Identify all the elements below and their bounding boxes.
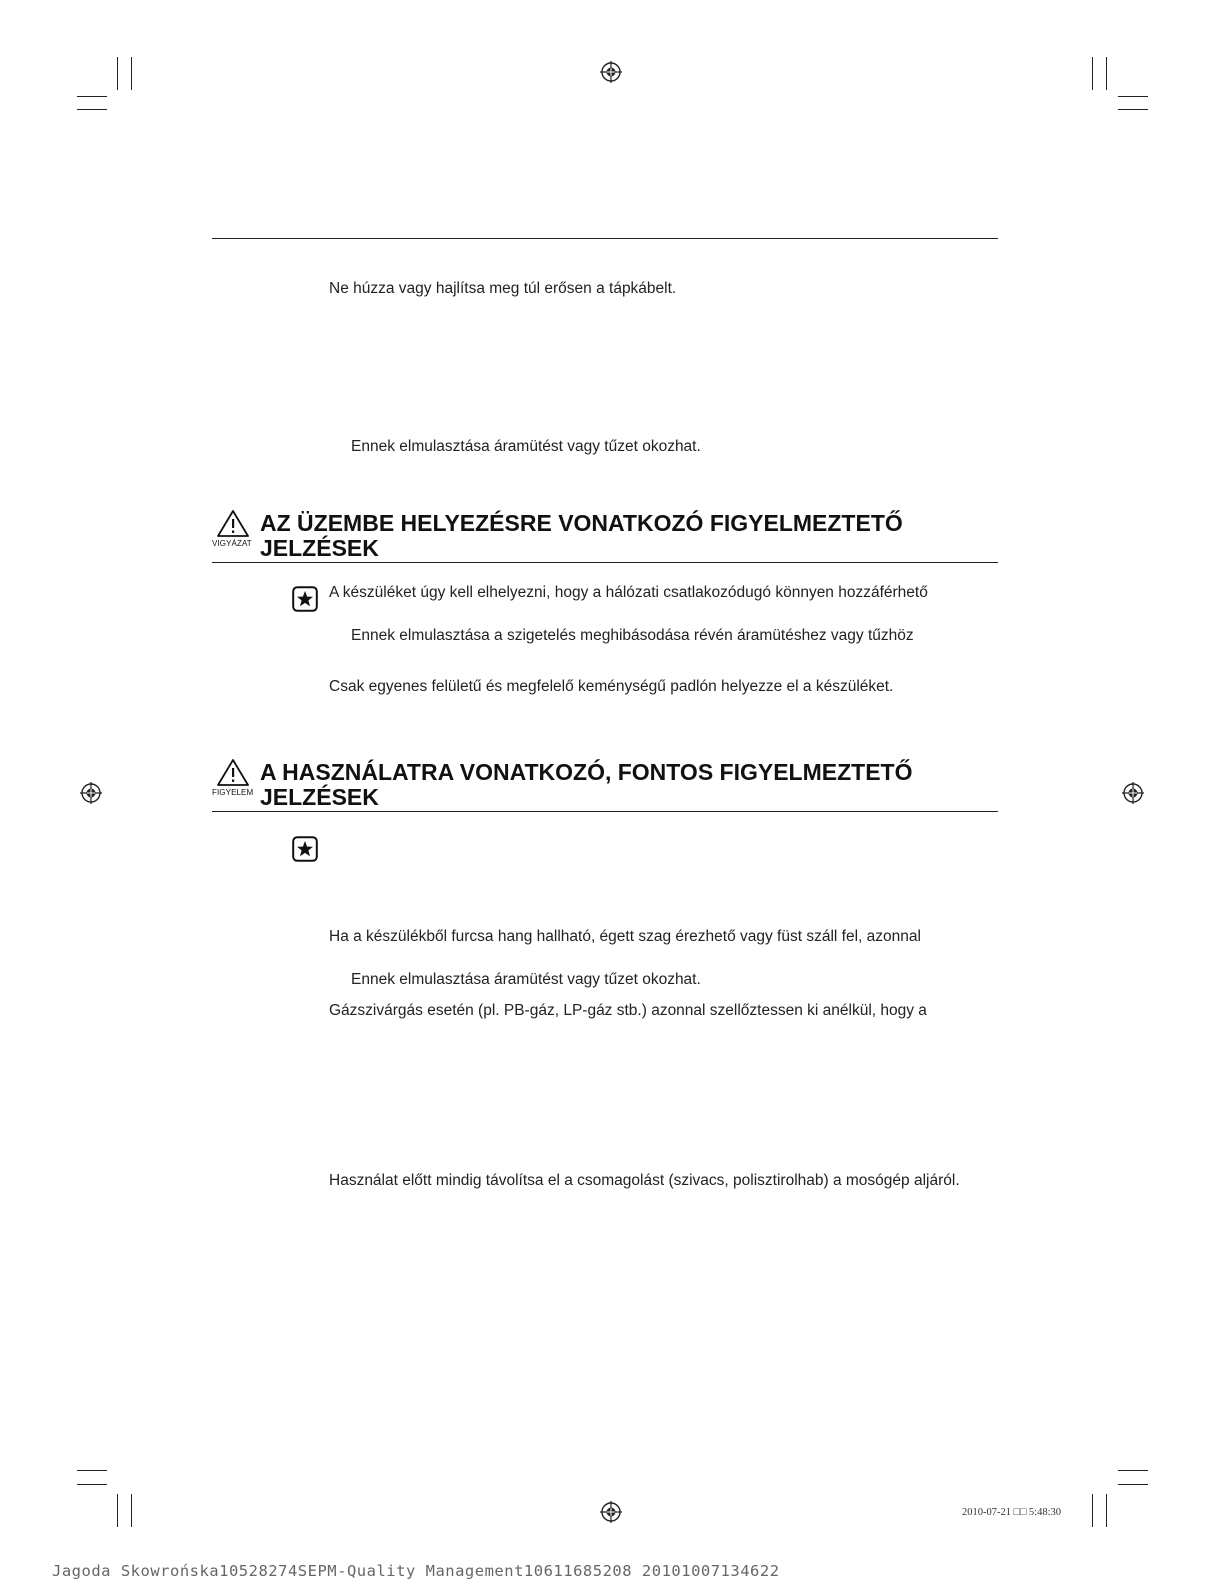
usage-heading-line1: A HASZNÁLATRA VONATKOZÓ, FONTOS FIGYELMEZTETŐ: [260, 759, 913, 785]
usage-item1: Ha a készülékből furcsa hang hallható, égett szag érezhető vagy füst száll fel, azonnal: [329, 928, 921, 945]
crop-mark: [1092, 1494, 1093, 1527]
install-heading-line1: AZ ÜZEMBE HELYEZÉSRE VONATKOZÓ FIGYELMEZTETŐ: [260, 510, 903, 536]
crop-mark: [1118, 109, 1148, 110]
top-rule: [212, 238, 998, 239]
registration-mark-icon: [1121, 781, 1145, 805]
usage-heading-line2: JELZÉSEK: [260, 784, 379, 810]
crop-mark: [1118, 1484, 1148, 1485]
crop-mark: [131, 1494, 132, 1527]
crop-mark: [1118, 1470, 1148, 1471]
registration-mark-icon: [599, 60, 623, 84]
crop-mark: [117, 1494, 118, 1527]
crop-mark: [1118, 96, 1148, 97]
registration-mark-icon: [79, 781, 103, 805]
top-text-line2: Ennek elmulasztása áramütést vagy tűzet okozhat.: [351, 438, 701, 455]
figyelem-label: FIGYELEM: [212, 788, 254, 797]
install-item2: Csak egyenes felületű és megfelelő keménységű padlón helyezze el a készüléket.: [329, 678, 894, 695]
star-box-icon: [292, 586, 318, 612]
usage-item2: Gázszivárgás esetén (pl. PB-gáz, LP-gáz stb.) azonnal szellőztessen ki anélkül, hogy a: [329, 1002, 927, 1019]
print-timestamp: 2010-07-21 □□ 5:48:30: [962, 1507, 1062, 1518]
crop-mark: [1106, 57, 1107, 90]
usage-heading-rule: [212, 811, 998, 812]
vigyazat-label: VIGYÁZAT: [212, 539, 252, 548]
footer-watermark: Jagoda Skowrońska10528274SEPM-Quality Management10611685208 20101007134622: [52, 1562, 780, 1580]
star-box-icon: [292, 836, 318, 862]
warning-triangle-icon: [216, 758, 250, 788]
crop-mark: [77, 1484, 107, 1485]
crop-mark: [131, 57, 132, 90]
install-item1-sub: Ennek elmulasztása a szigetelés meghibásodása révén áramütéshez vagy tűzhöz: [351, 627, 914, 644]
registration-mark-icon: [599, 1500, 623, 1524]
install-heading-line2: JELZÉSEK: [260, 535, 379, 561]
crop-mark: [117, 57, 118, 90]
usage-item3: Használat előtt mindig távolítsa el a csomagolást (szivacs, polisztirolhab) a mosógép aljáról.: [329, 1172, 960, 1189]
crop-mark: [77, 96, 107, 97]
crop-mark: [1106, 1494, 1107, 1527]
crop-mark: [77, 109, 107, 110]
usage-item1-sub: Ennek elmulasztása áramütést vagy tűzet okozhat.: [351, 971, 701, 988]
crop-mark: [1092, 57, 1093, 90]
top-text-line1: Ne húzza vagy hajlítsa meg túl erősen a tápkábelt.: [329, 280, 677, 297]
install-heading-rule: [212, 562, 998, 563]
install-item1: A készüléket úgy kell elhelyezni, hogy a hálózati csatlakozódugó könnyen hozzáférhető: [329, 584, 928, 601]
warning-triangle-icon: [216, 509, 250, 539]
crop-mark: [77, 1470, 107, 1471]
